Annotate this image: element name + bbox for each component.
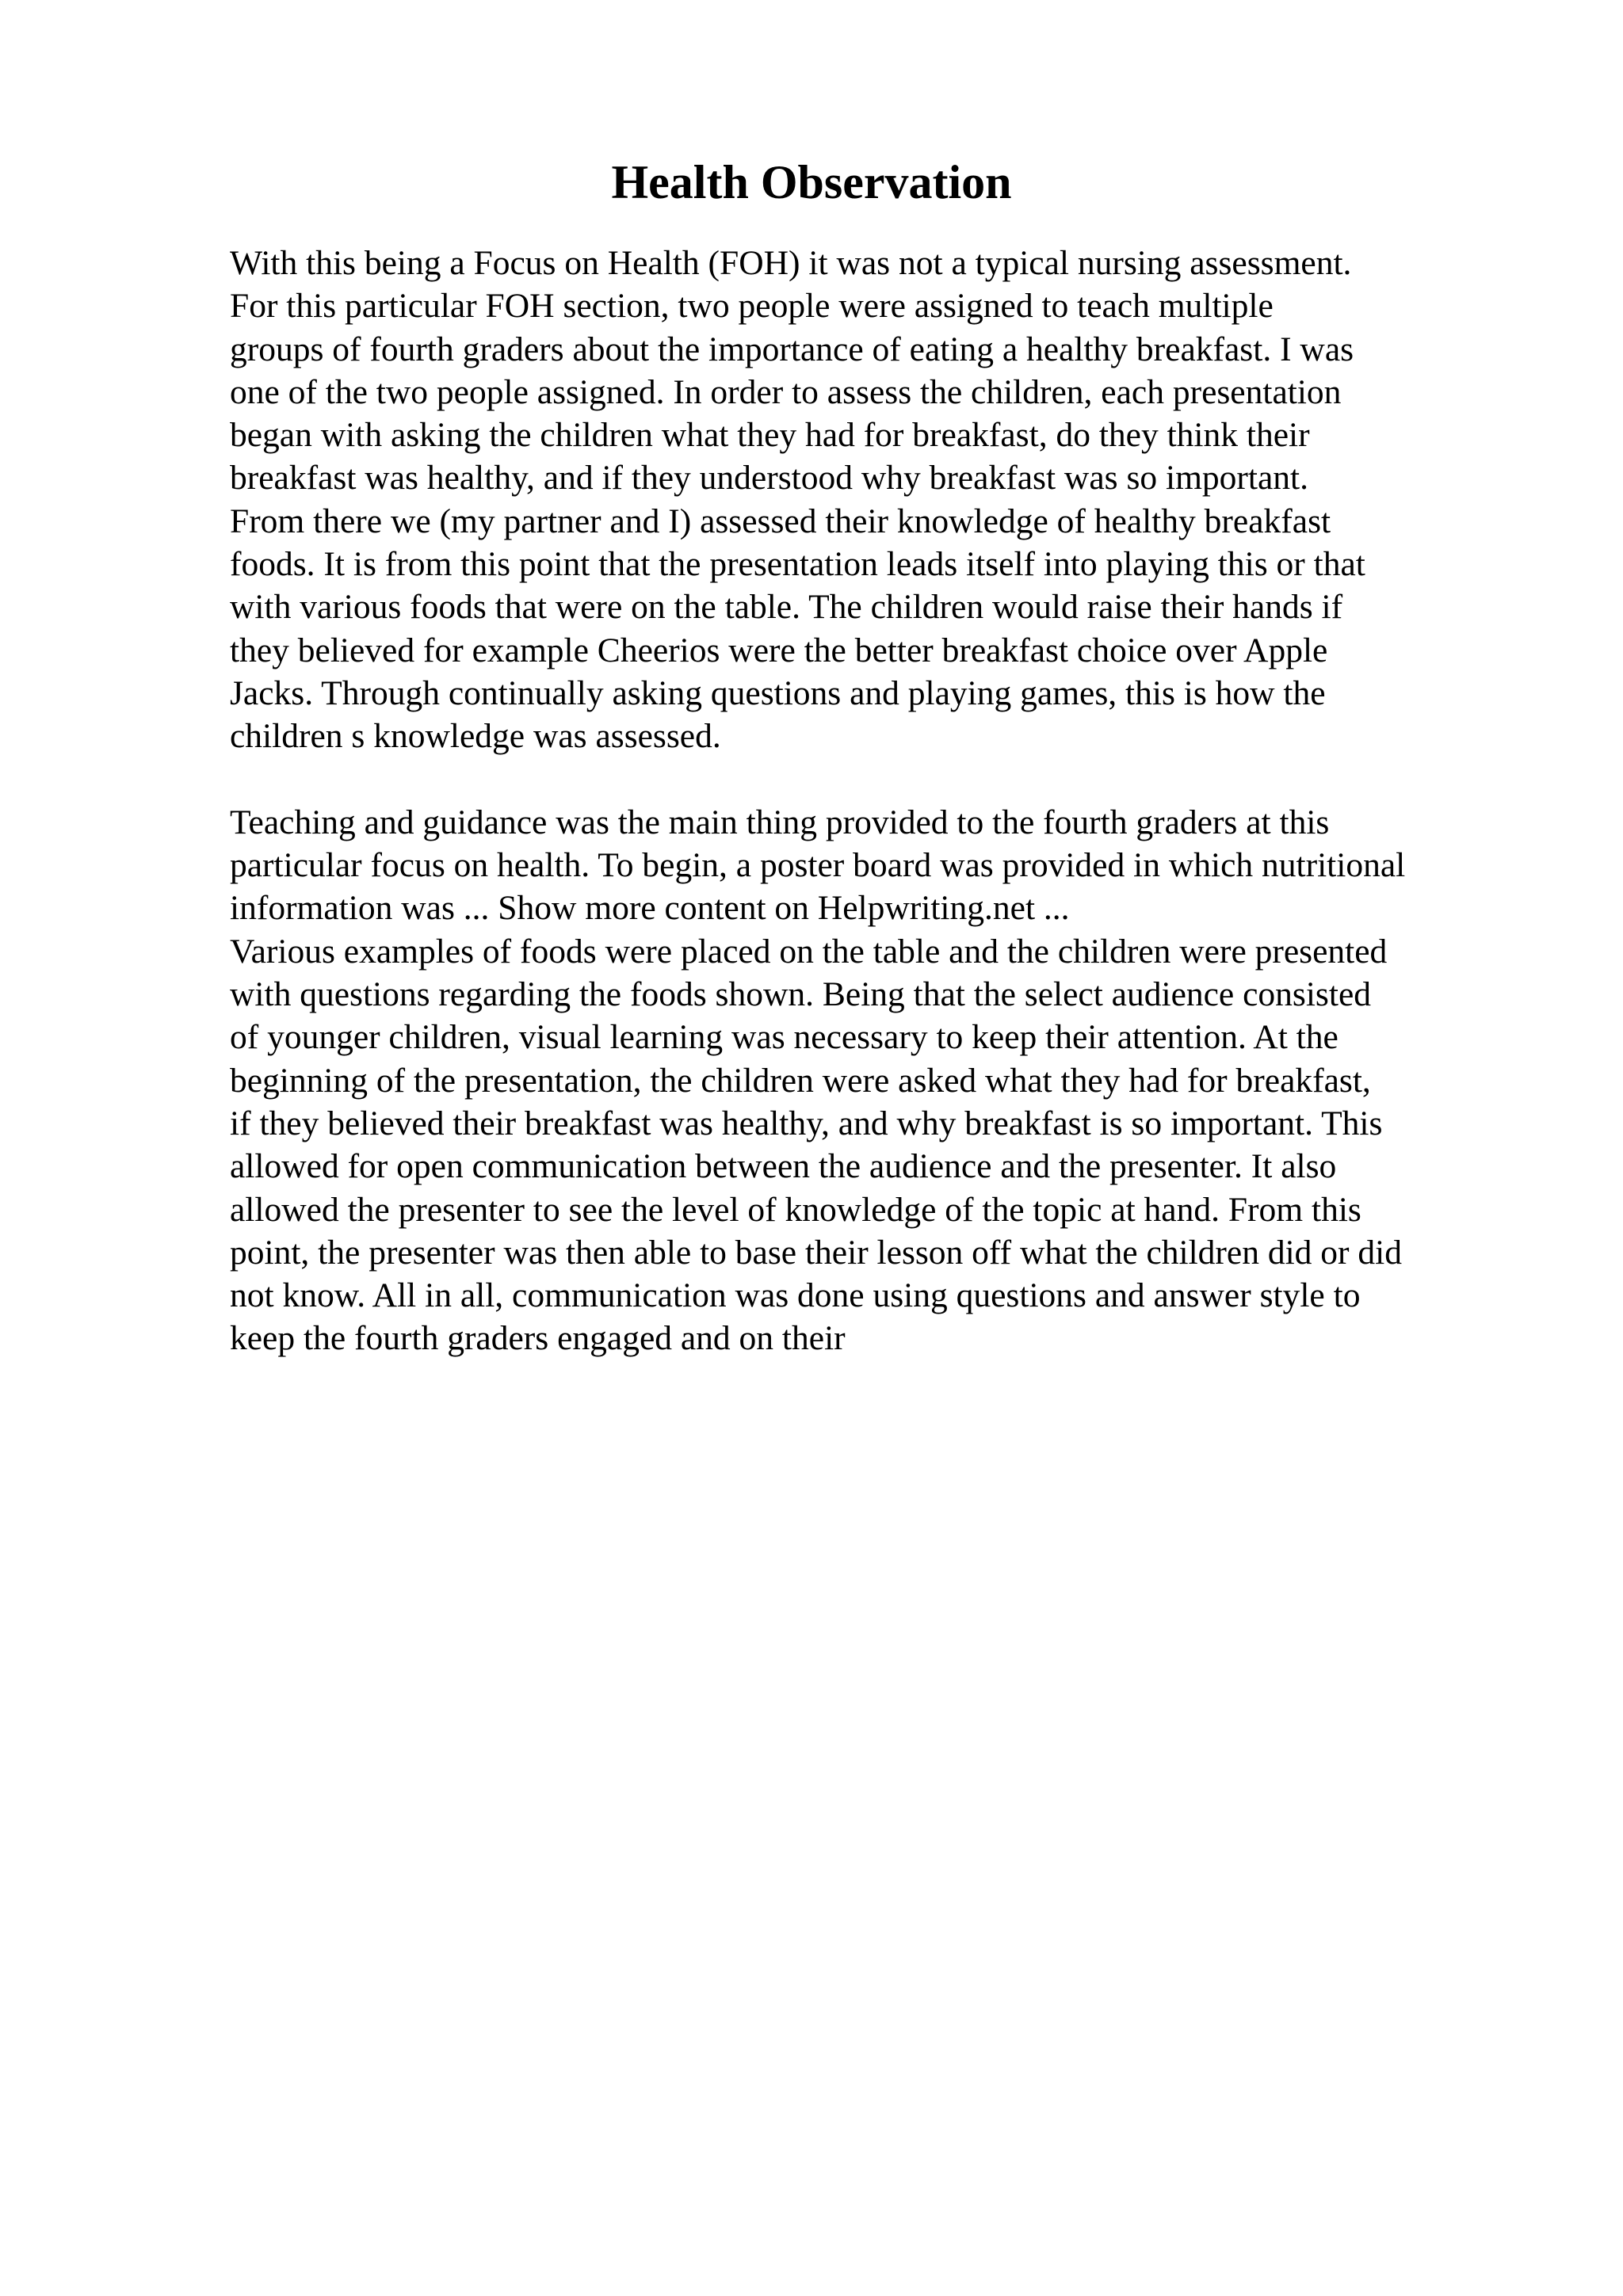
text-line: point, the presenter was then able to base their lesson off what the children did or did bbox=[230, 1233, 1402, 1272]
paragraph-gap bbox=[230, 758, 1529, 801]
text-line: For this particular FOH section, two people were assigned to teach multiple bbox=[230, 287, 1274, 326]
text-line: began with asking the children what they had for breakfast, do they think their bbox=[230, 416, 1310, 455]
document-body bbox=[230, 242, 1529, 1360]
text-line: Teaching and guidance was the main thing provided to the fourth graders at this bbox=[230, 803, 1330, 841]
text-line: keep the fourth graders engaged and on their bbox=[230, 1319, 846, 1358]
text-line: allowed the presenter to see the level of knowledge of the topic at hand. From this bbox=[230, 1190, 1361, 1229]
text-line: From there we (my partner and I) assessed their knowledge of healthy breakfast bbox=[230, 502, 1331, 540]
text-line: they believed for example Cheerios were the better breakfast choice over Apple bbox=[230, 631, 1328, 669]
paragraph-1 bbox=[230, 242, 1529, 758]
paragraph-2 bbox=[230, 801, 1529, 1360]
text-line: particular focus on health. To begin, a poster board was provided in which nutritional bbox=[230, 846, 1406, 885]
text-line: with various foods that were on the table. The children would raise their hands if bbox=[230, 588, 1343, 627]
text-line: allowed for open communication between the audience and the presenter. It also bbox=[230, 1147, 1337, 1186]
text-line: if they believed their breakfast was healthy, and why breakfast is so important. This bbox=[230, 1104, 1383, 1142]
text-line: with questions regarding the foods shown. Being that the select audience consisted bbox=[230, 975, 1372, 1014]
text-line: beginning of the presentation, the children were asked what they had for breakfast, bbox=[230, 1061, 1371, 1100]
text-line: Various examples of foods were placed on the table and the children were presented bbox=[230, 932, 1388, 971]
text-line: foods. It is from this point that the presentation leads itself into playing this or that bbox=[230, 545, 1365, 584]
text-line: With this being a Focus on Health (FOH) it was not a typical nursing assessment. bbox=[230, 244, 1352, 282]
text-line: of younger children, visual learning was necessary to keep their attention. At the bbox=[230, 1018, 1338, 1057]
text-line: Jacks. Through continually asking questions and playing games, this is how the bbox=[230, 673, 1326, 712]
text-line: breakfast was healthy, and if they understood why breakfast was so important. bbox=[230, 459, 1309, 498]
text-line: not know. All in all, communication was done using questions and answer style to bbox=[230, 1276, 1361, 1315]
text-line: information was ... Show more content on Helpwriting.net ... bbox=[230, 889, 1070, 928]
text-line: one of the two people assigned. In order to assess the children, each presentation bbox=[230, 372, 1342, 411]
document-title: Health Observation bbox=[611, 156, 1012, 208]
text-line: groups of fourth graders about the importance of eating a healthy breakfast. I was bbox=[230, 330, 1354, 368]
text-line: children s knowledge was assessed. bbox=[230, 717, 721, 756]
